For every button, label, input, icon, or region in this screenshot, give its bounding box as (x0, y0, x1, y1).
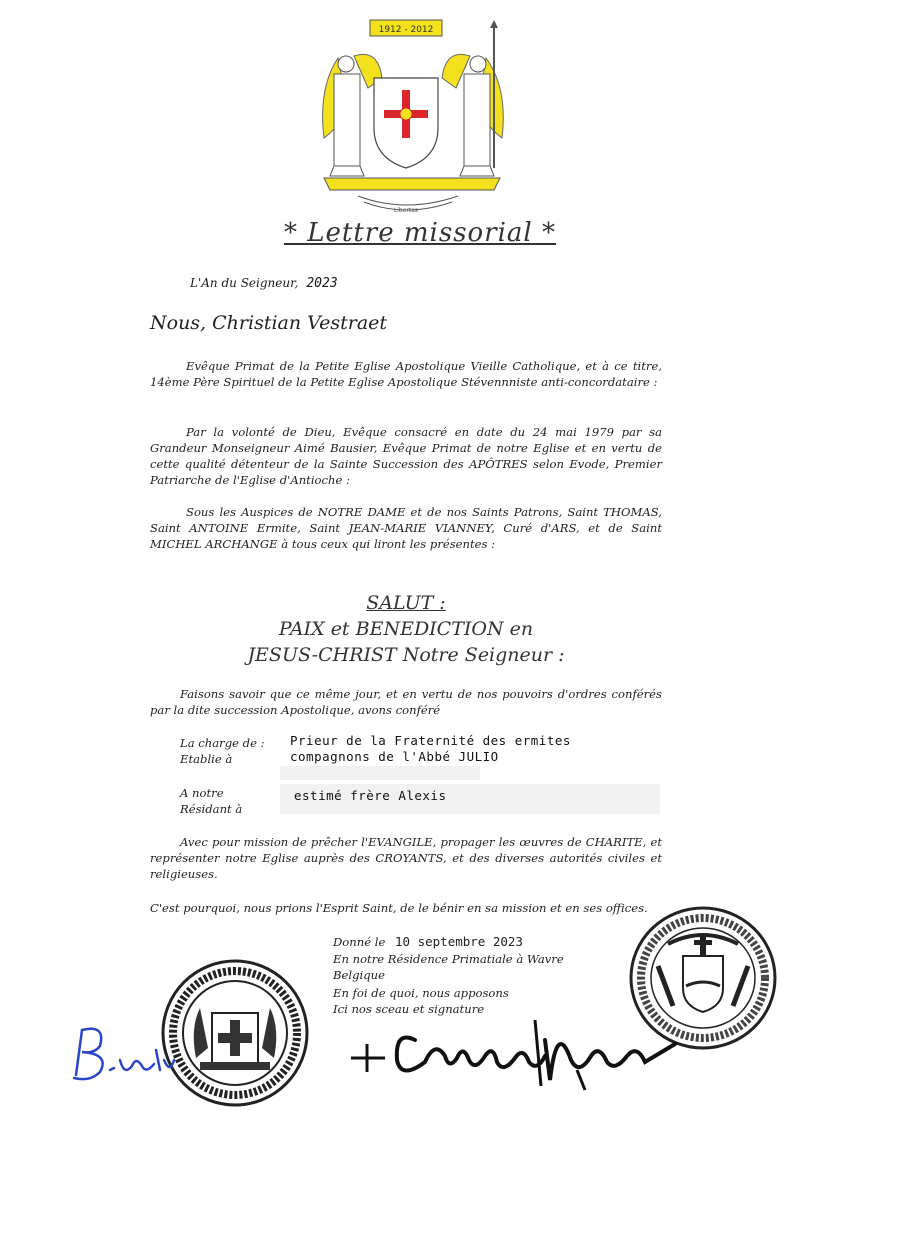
ink-signature-initials (66, 1020, 176, 1090)
document-title: * Lettre missorial * (283, 218, 557, 248)
paragraph-conferred: Faisons savoir que ce même jour, et en vertu de nos pouvoirs d'ordres conférés par la dite succession Apostolique, avons conféré (150, 687, 662, 717)
seal-stamp-icon (160, 958, 310, 1108)
resident-label: Résidant à (180, 802, 243, 816)
closing-line-5: Ici nos sceau et signature (333, 1002, 485, 1016)
notre-label: A notre (180, 786, 224, 800)
charge-label: La charge de : (180, 736, 265, 750)
paragraph-consecration: Par la volonté de Dieu, Evêque consacré en date du 24 mai 1979 par sa Grandeur Monseigneur Aimé Bausier, Evêque Primat de notre Eglise et en vertu de cette qualité détenteur de la Sainte Succession des APÔTRES selon Evode, Premier Patriarche de l'Eglise d'Antioche : (150, 425, 662, 487)
year-value: 2023 (306, 276, 338, 291)
crest-banner-text: 1912 - 2012 (378, 25, 434, 35)
paragraph-title: Evêque Primat de la Petite Eglise Apostolique Vieille Catholique, et à ce titre, 14ème Père Spirituel de la Petite Eglise Apostolique Stévennniste anti-concordataire : (150, 359, 662, 389)
year-line (190, 276, 338, 291)
crest-motto: Libertas (393, 207, 419, 214)
paragraph-mission: Avec pour mission de prêcher l'EVANGILE, propager les œuvres de CHARITE, et représenter notre Eglise auprès des CROYANTS, et des diverses autorités civiles et religieuses. (150, 835, 662, 881)
paragraph-blessing: C'est pourquoi, nous prions l'Esprit Saint, de le bénir en sa mission et en ses offices. (150, 901, 648, 915)
redacted-field (280, 766, 480, 780)
closing-country: Belgique (333, 968, 385, 982)
closing-date: 10 septembre 2023 (395, 934, 523, 949)
recipient-value: estimé frère Alexis (294, 788, 447, 803)
crest-emblem (318, 18, 508, 220)
paragraph-auspices: Sous les Auspices de NOTRE DAME et de nos Saints Patrons, Saint THOMAS, Saint ANTOINE Ermite, Saint JEAN-MARIE VIANNEY, Curé d'ARS, et de Saint MICHEL ARCHANGE à tous ceux qui liront les présentes : (150, 505, 662, 551)
salut-line-3: JESUS-CHRIST Notre Seigneur : (247, 644, 565, 666)
etablie-label: Etablie à (180, 752, 233, 766)
charge-value-2: compagnons de l'Abbé JULIO (290, 749, 499, 764)
charge-value-1: Prieur de la Fraternité des ermites (290, 733, 571, 748)
year-label: L'An du Seigneur, (190, 276, 299, 290)
donne-label: Donné le (333, 935, 386, 949)
salut-line-2: PAIX et BENEDICTION en (278, 618, 534, 640)
closing-line-4: En foi de quoi, nous apposons (333, 986, 509, 1000)
closing-date-line (333, 934, 523, 949)
issuer-name: Nous, Christian Vestraet (150, 312, 388, 334)
primate-signature (345, 1000, 695, 1095)
salut-line-1: SALUT : (366, 592, 446, 614)
closing-residence: En notre Résidence Primatiale à Wavre (333, 952, 564, 966)
